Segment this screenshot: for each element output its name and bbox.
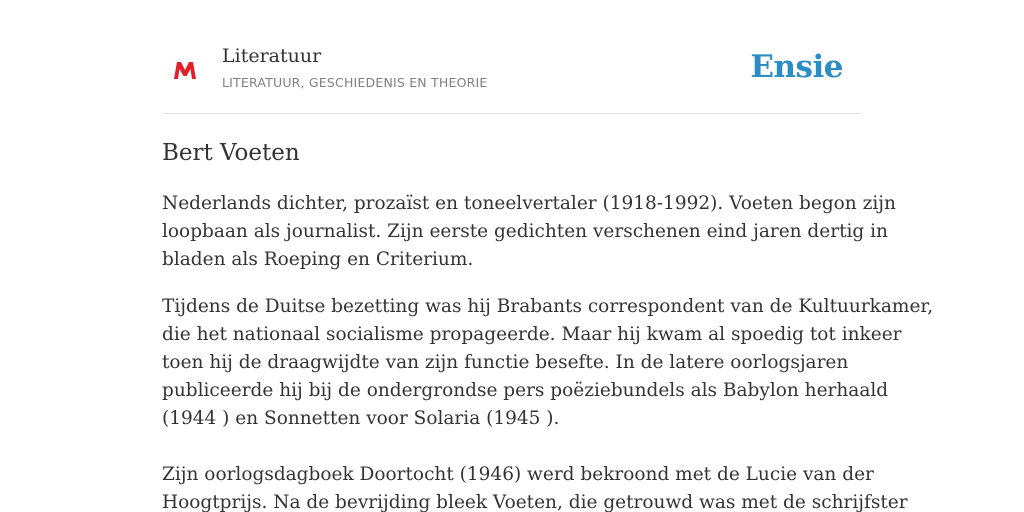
paragraph-line: Zijn oorlogsdagboek Doortocht (1946) werd bekroond met de Lucie van der [162,464,874,485]
paragraph-line: loopbaan als journalist. Zijn eerste gedichten verschenen eind jaren dertig in [162,221,888,242]
article-content [162,138,934,512]
paragraph-line: (1944 ) en Sonnetten voor Solaria (1945 ). [162,408,560,429]
article-paragraph [162,293,934,433]
paragraph-line: Nederlands dichter, prozaïst en toneelvertaler (1918-1992). Voeten begon zijn [162,193,896,214]
paragraph-line: Tijdens de Duitse bezetting was hij Brabants correspondent van de Kultuurkamer, [162,296,934,317]
paragraph-line: bladen als Roeping en Criterium. [162,249,474,270]
ensie-brand-logo[interactable]: Ensie [750,49,843,85]
paragraph-line: Hoogtprijs. Na de bevrijding bleek Voeten, die getrouwd was met de schrijfster [162,492,908,512]
paragraph-line: die het nationaal socialisme propageerde. Maar hij kwam al spoedig tot inkeer [162,324,902,345]
paragraph-line: toen hij de draagwijdte van zijn functie besefte. In de latere oorlogsjaren [162,352,849,373]
article-paragraph [162,461,908,512]
article-title: Bert Voeten [162,140,300,166]
site-header [162,40,862,114]
article-paragraph [162,190,896,274]
paragraph-line: publiceerde hij bij de ondergrondse pers poëziebundels als Babylon herhaald [162,380,889,401]
site-title[interactable]: Literatuur [222,45,322,67]
red-m-logo-icon[interactable] [172,57,198,83]
site-subtitle: LITERATUUR, GESCHIEDENIS EN THEORIE [222,75,488,90]
